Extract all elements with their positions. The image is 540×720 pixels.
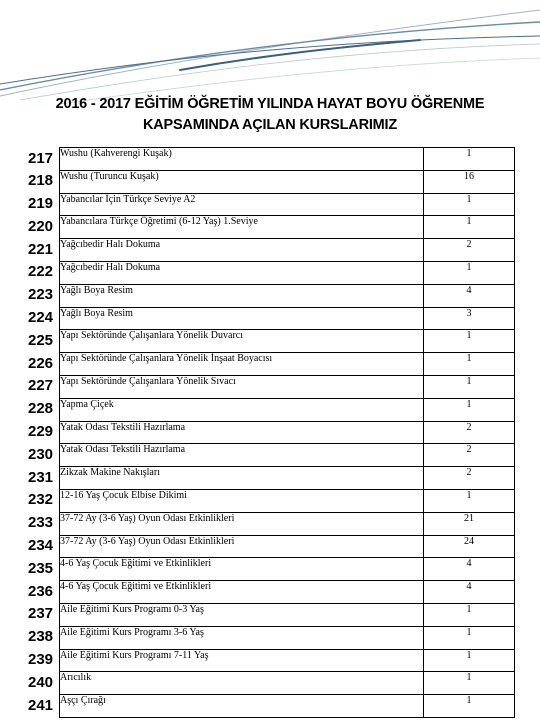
row-number: 226 — [28, 354, 54, 372]
course-count: 24 — [424, 535, 515, 558]
table-row — [28, 239, 515, 262]
course-name: Wushu (Kahverengi Kuşak) — [60, 148, 424, 171]
row-number: 222 — [28, 263, 54, 281]
table-row — [28, 512, 515, 535]
row-number: 228 — [28, 400, 54, 418]
table-row — [28, 649, 515, 672]
row-number: 231 — [28, 468, 54, 486]
course-name: Yapı Sektöründe Çalışanlara Yönelik Sıvacı — [60, 375, 424, 398]
table-row — [28, 444, 515, 467]
course-count: 4 — [424, 558, 515, 581]
course-count: 1 — [424, 489, 515, 512]
table-row — [28, 558, 515, 581]
row-number: 218 — [28, 172, 54, 190]
table-row — [28, 581, 515, 604]
row-number: 223 — [28, 286, 54, 304]
course-count: 21 — [424, 512, 515, 535]
row-number: 227 — [28, 377, 54, 395]
course-count: 2 — [424, 467, 515, 490]
course-name: Aile Eğitimi Kurs Programı 0-3 Yaş — [60, 603, 424, 626]
course-count: 1 — [424, 626, 515, 649]
table-row — [28, 489, 515, 512]
row-number: 225 — [28, 331, 54, 349]
row-number: 240 — [28, 673, 54, 691]
row-number: 233 — [28, 514, 54, 532]
row-number: 239 — [28, 651, 54, 669]
title-line-1: 2016 - 2017 EĞİTİM ÖĞRETİM YILINDA HAYAT BOYU ÖĞRENME — [55, 96, 485, 112]
title-line-2: KAPSAMINDA AÇILAN KURSLARIMIZ — [142, 117, 398, 133]
row-number: 217 — [28, 149, 54, 167]
course-count: 1 — [424, 353, 515, 376]
course-count: 2 — [424, 239, 515, 262]
row-number: 238 — [28, 628, 54, 646]
course-name: Yabancılar İçin Türkçe Seviye A2 — [60, 193, 424, 216]
course-count: 1 — [424, 672, 515, 695]
course-count: 1 — [424, 603, 515, 626]
table-row — [28, 375, 515, 398]
table-row — [28, 148, 515, 171]
table-row — [28, 261, 515, 284]
course-name: Yapı Sektöründe Çalışanlara Yönelik İnşaat Boyacısı — [60, 353, 424, 376]
course-count: 1 — [424, 193, 515, 216]
table-row — [28, 353, 515, 376]
course-count: 1 — [424, 330, 515, 353]
course-name: 37-72 Ay (3-6 Yaş) Oyun Odası Etkinlikleri — [60, 535, 424, 558]
row-number: 236 — [28, 582, 54, 600]
course-count: 3 — [424, 307, 515, 330]
course-name: Yağlı Boya Resim — [60, 284, 424, 307]
course-count: 1 — [424, 649, 515, 672]
course-count: 1 — [424, 375, 515, 398]
course-name: 4-6 Yaş Çocuk Eğitimi ve Etkinlikleri — [60, 558, 424, 581]
row-number: 234 — [28, 537, 54, 555]
course-count: 1 — [424, 398, 515, 421]
row-number: 229 — [28, 423, 54, 441]
course-count: 2 — [424, 421, 515, 444]
table-row — [28, 307, 515, 330]
row-number: 224 — [28, 309, 54, 327]
course-name: Aşçı Çırağı — [60, 695, 424, 718]
courses-table — [28, 147, 515, 718]
course-name: Yapı Sektöründe Çalışanlara Yönelik Duvarcı — [60, 330, 424, 353]
course-name: 12-16 Yaş Çocuk Elbise Dikimi — [60, 489, 424, 512]
table-row — [28, 603, 515, 626]
course-count: 1 — [424, 261, 515, 284]
table-row — [28, 284, 515, 307]
course-name: Yatak Odası Tekstili Hazırlama — [60, 421, 424, 444]
course-name: Yağlı Boya Resim — [60, 307, 424, 330]
table-row — [28, 193, 515, 216]
course-name: 4-6 Yaş Çocuk Eğitimi ve Etkinlikleri — [60, 581, 424, 604]
course-name: Yağcıbedir Halı Dokuma — [60, 261, 424, 284]
row-number: 220 — [28, 217, 54, 235]
row-number: 221 — [28, 240, 54, 258]
course-count: 16 — [424, 170, 515, 193]
table-row — [28, 421, 515, 444]
table-row — [28, 330, 515, 353]
table-row — [28, 467, 515, 490]
row-number: 230 — [28, 445, 54, 463]
table-row — [28, 535, 515, 558]
course-count: 4 — [424, 581, 515, 604]
course-count: 1 — [424, 148, 515, 171]
course-name: Wushu (Turuncu Kuşak) — [60, 170, 424, 193]
course-count: 1 — [424, 695, 515, 718]
course-count: 2 — [424, 444, 515, 467]
row-number: 237 — [28, 605, 54, 623]
course-name: Aile Eğitimi Kurs Programı 7-11 Yaş — [60, 649, 424, 672]
row-number: 235 — [28, 559, 54, 577]
course-name: Yabancılara Türkçe Öğretimi (6-12 Yaş) 1.Seviye — [60, 216, 424, 239]
course-name: Yatak Odası Tekstili Hazırlama — [60, 444, 424, 467]
course-name: Zikzak Makine Nakışları — [60, 467, 424, 490]
course-name: Arıcılık — [60, 672, 424, 695]
page-title — [20, 94, 520, 136]
course-name: 37-72 Ay (3-6 Yaş) Oyun Odası Etkinlikleri — [60, 512, 424, 535]
row-number: 232 — [28, 491, 54, 509]
table-row — [28, 672, 515, 695]
table-row — [28, 216, 515, 239]
table-row — [28, 626, 515, 649]
row-number: 219 — [28, 195, 54, 213]
row-number: 241 — [28, 696, 54, 714]
course-name: Aile Eğitimi Kurs Programı 3-6 Yaş — [60, 626, 424, 649]
course-name: Yapma Çiçek — [60, 398, 424, 421]
table-row — [28, 170, 515, 193]
course-count: 1 — [424, 216, 515, 239]
courses-table-body — [28, 148, 515, 718]
course-count: 4 — [424, 284, 515, 307]
table-row — [28, 695, 515, 718]
course-name: Yağcıbedir Halı Dokuma — [60, 239, 424, 262]
table-row — [28, 398, 515, 421]
